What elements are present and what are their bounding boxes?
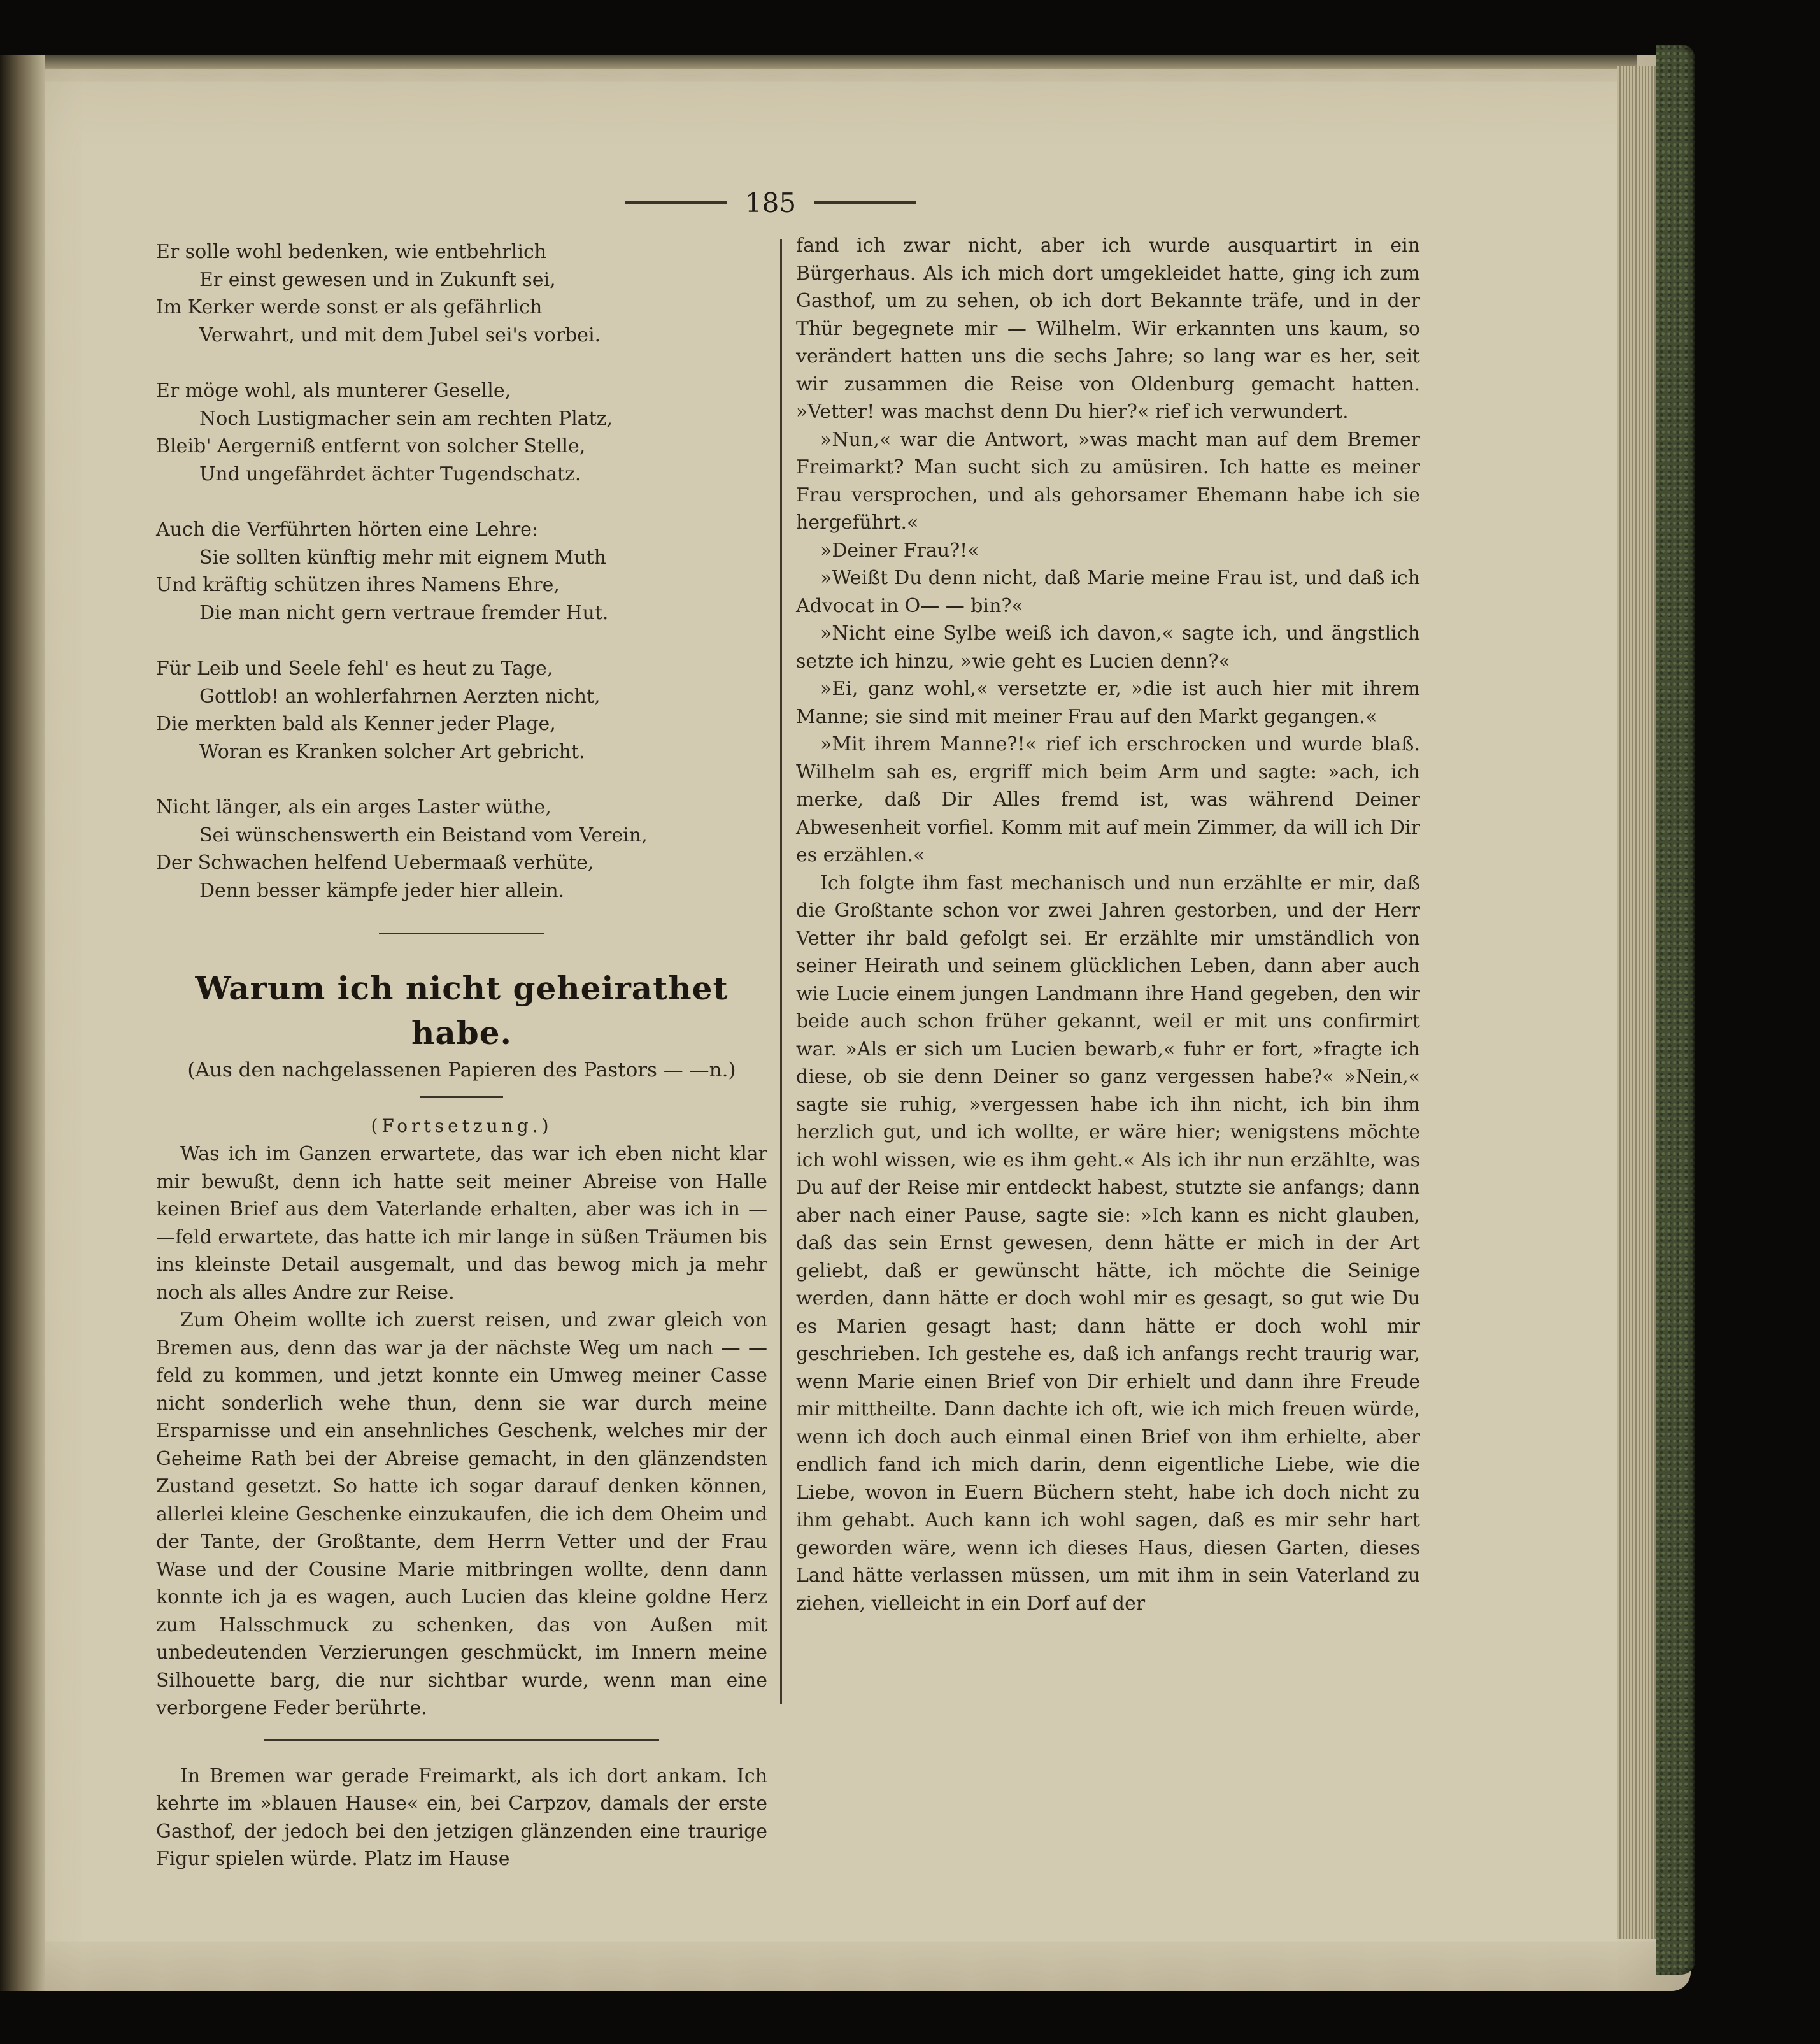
poem-line: Sei wünschenswerth ein Beistand vom Verein, [199,824,648,847]
book-gutter [0,55,45,1991]
header-rule-left [625,201,727,204]
paragraph: »Nun,« war die Antwort, »was macht man auf dem Bremer Freimarkt? Man sucht sich zu amüsiren. Ich hatte es meiner Frau versprochen, und als gehorsamer Ehemann habe ich sie hergeführt.« [796,428,1420,534]
poem-line: Verwahrt, und mit dem Jubel sei's vorbei. [199,324,601,347]
book-cover-spine [1656,45,1695,1975]
poem-line: Die merkten bald als Kenner jeder Plage, [156,713,556,735]
poem-line: Er einst gewesen und in Zukunft sei, [199,268,556,291]
poem-line: Im Kerker werde sonst er als gefährlich [156,296,543,318]
left-column [156,238,767,1873]
poem-line: Und kräftig schützen ihres Namens Ehre, [156,574,560,596]
paragraph: Was ich im Ganzen erwartete, das war ich eben nicht klar mir bewußt, denn ich hatte seit meiner Abreise von Halle keinen Brief aus dem Vaterlande erhalten, aber was ich in — —feld erwartete, das hatte ich mir lange in süßen Träumen bis ins kleinste Detail ausgemalt, und das bewog mich ja mehr noch als alles Andre zur Reise. [156,1143,767,1304]
paragraph: »Mit ihrem Manne?!« rief ich erschrocken und wurde blaß. Wilhelm sah es, ergriff mich beim Arm und sagte: »ach, ich merke, daß Dir Alles fremd ist, was während Deiner Abwesenheit vorfiel. Komm mit auf mein Zimmer, da will ich Dir es erzählen.« [796,733,1420,866]
paragraph: »Nicht eine Sylbe weiß ich davon,« sagte ich, und ängstlich setzte ich hinzu, »wie geht es Lucien denn?« [796,622,1420,673]
paragraph: »Ei, ganz wohl,« versetzte er, »die ist auch hier mit ihrem Manne; sie sind mit meiner Frau auf den Markt gegangen.« [796,678,1420,728]
poem-line: Er möge wohl, als munterer Geselle, [156,380,511,402]
paragraph: In Bremen war gerade Freimarkt, als ich dort ankam. Ich kehrte im »blauen Hause« ein, bei Carpzov, damals der erste Gasthof, der jedoch bei den jetzigen glänzenden eine traurige Figur spielen würde. Platz im Hause [156,1764,767,1870]
continuation-label: (Fortsetzung.) [371,1115,553,1136]
poem-line: Noch Lustigmacher sein am rechten Platz, [199,407,613,430]
page-header [608,185,933,220]
poem-line: Die man nicht gern vertraue fremder Hut. [199,601,609,624]
poem-line: Gottlob! an wohlerfahrnen Aerzten nicht, [199,685,601,708]
paragraph: Ich folgte ihm fast mechanisch und nun erzählte er mir, daß die Großtante schon vor zwei Jahren gestorben, und der Herr Vetter ihr bald gefolgt sei. Er erzählte mir umständlich von seiner Heirath und seinem glücklichen Leben, dann aber auch wie Lucie einem jungen Landmann ihre Hand gegeben, den wir beide auch schon früher gekannt, weil er mit uns confirmirt war. »Als er sich um Lucien bewarb,« fuhr er fort, »fragte ich diese, ob sie denn Deiner so ganz vergessen habe?« »Nein,« sagte sie ruhig, »vergessen habe ich ihn nicht, ich bin ihm herzlich gut, und ich wollte, er wäre hier; wenigstens möchte ich wohl wissen, wie es ihm geht.« Als ich ihr nun erzählte, was Du auf der Reise mir entdeckt habest, stutzte sie anfangs; dann aber nach einer Pause, sagte sie: »Ich kann es nicht glauben, daß das sein Ernst gewesen, denn hätte er mich in der Art geliebt, daß er gewünscht hätte, ich möchte die Seinige werden, dann hätte er doch wohl mir es gesagt, so gut wie Du es Marien gesagt hast; dann hätte er doch wohl mir geschrieben. Ich gestehe es, daß ich anfangs recht traurig war, wenn Marie einen Brief von Dir erhielt und dann ihre Freude mir mittheilte. Dann dachte ich oft, wie ich mich freuen würde, wenn ich doch auch einmal einen Brief von ihm erhielte, aber endlich fand ich mich darin, denn eigentliche Liebe, wie die Liebe, wovon in Euern Büchern steht, habe ich doch nicht zu ihm gehabt. Auch kann ich wohl sagen, daß es mir sehr hart geworden wäre, wenn ich dieses Haus, diesen Garten, dieses Land hätte verlassen müssen, um mit ihm in sein Vaterland zu ziehen, vielleicht in ein Dorf auf der [796,871,1420,1615]
section-divider [379,933,544,934]
poem-line: Denn besser kämpfe jeder hier allein. [199,879,565,902]
paragraph: »Weißt Du denn nicht, daß Marie meine Frau ist, und daß ich Advocat in O— — bin?« [796,567,1420,617]
paragraph: »Deiner Frau?!« [820,539,979,562]
poem-stanza [156,238,767,349]
poem-line: Nicht länger, als ein arges Laster wüthe, [156,796,551,818]
poem [156,238,767,904]
poem-stanza [156,794,767,904]
poem-line: Und ungefährdet ächter Tugendschatz. [199,462,581,485]
paragraph: fand ich zwar nicht, aber ich wurde ausquartirt in ein Bürgerhaus. Als ich mich dort umgekleidet hatte, ging ich zum Gasthof, um zu sehen, ob ich dort Bekannte träfe, und in der Thür begegnete mir — Wilhelm. Wir erkannten uns kaum, so verändert hatten uns die sechs Jahre; so lang war es her, seit wir zusammen die Reise von Oldenburg gemacht hatten. »Vetter! was machst denn Du hier?« rief ich verwundert. [796,234,1420,423]
poem-line: Der Schwachen helfend Uebermaaß verhüte, [156,852,594,874]
article-title: Warum ich nicht geheirathet habe. [195,969,729,1052]
poem-stanza [156,377,767,488]
poem-line: Woran es Kranken solcher Art gebricht. [199,740,585,763]
header-rule-right [814,201,916,204]
poem-line: Für Leib und Seele fehl' es heut zu Tage, [156,657,553,680]
article-subtitle: (Aus den nachgelassenen Papieren des Pastors — —n.) [187,1059,736,1082]
page-number: 185 [744,187,797,218]
paragraph-divider [264,1739,659,1741]
title-divider [420,1096,503,1098]
poem-line: Auch die Verführten hörten eine Lehre: [156,518,539,541]
column-divider [780,239,782,1704]
poem-line: Bleib' Aergerniß entfernt von solcher Stelle, [156,435,586,457]
paragraph: Zum Oheim wollte ich zuerst reisen, und zwar gleich von Bremen aus, denn das war ja der nächste Weg um nach — —feld zu kommen, und jetzt konnte ein Umweg meiner Casse nicht sonderlich wehe thun, denn sie war durch meine Ersparnisse und ein ansehnliches Geschenk, welches mir der Geheime Rath bei der Abreise gemacht, in den glänzendsten Zustand gesetzt. So hatte ich sogar darauf denken können, allerlei kleine Geschenke einzukaufen, die ich dem Oheim und der Tante, der Großtante, dem Herrn Vetter und der Frau Wase und der Cousine Marie mitbringen wollte, denn dann konnte ich ja es wagen, auch Lucien das kleine goldne Herz zum Halsschmuck zu schenken, das von Außen mit unbedeutenden Verzierungen geschmückt, im Innern meine Silhouette barg, die nur sichtbar wurde, wenn man eine verborgene Feder berührte. [156,1309,767,1719]
poem-line: Sie sollten künftig mehr mit eignem Muth [199,546,607,569]
poem-stanza [156,655,767,766]
page-top-edge [45,55,1637,69]
poem-stanza [156,516,767,627]
poem-line: Er solle wohl bedenken, wie entbehrlich [156,241,547,263]
right-column [796,232,1420,1617]
